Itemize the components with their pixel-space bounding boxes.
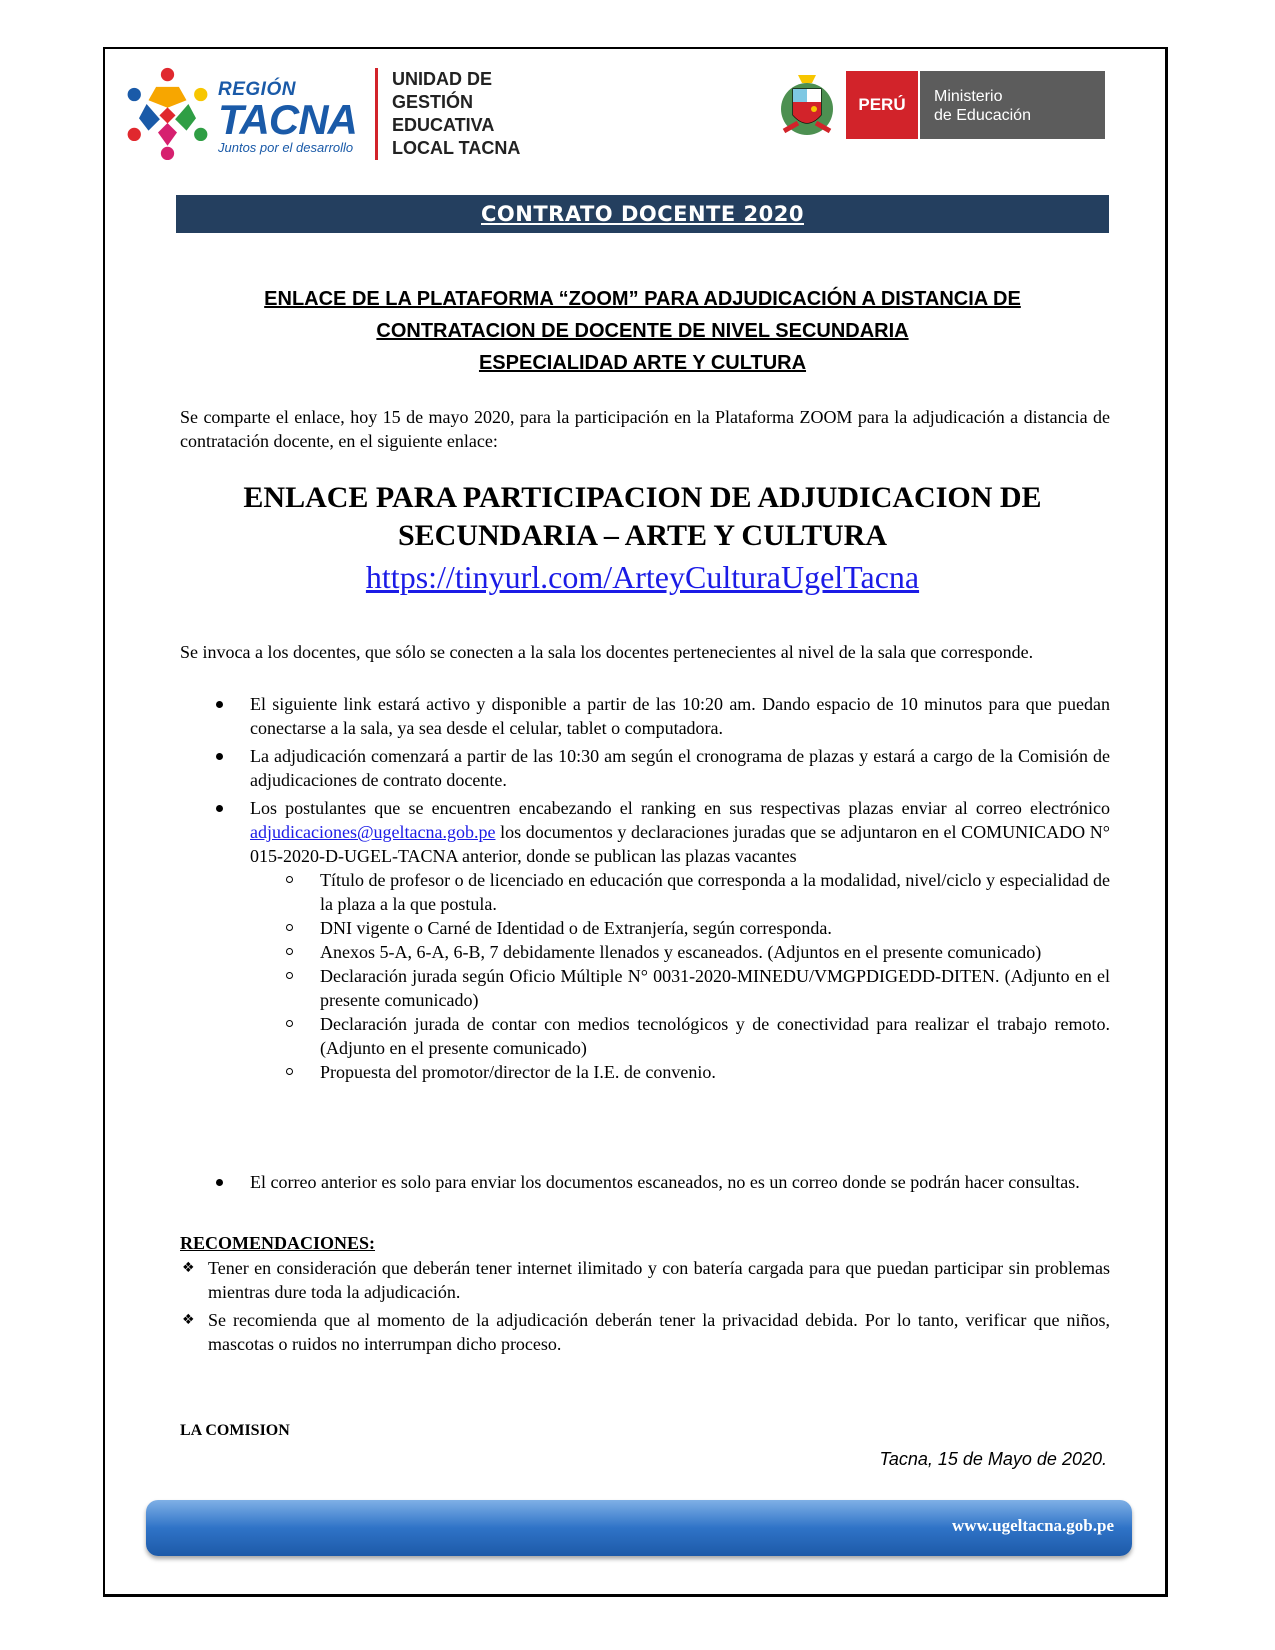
bullet-text: Los postulantes que se encuentren encabezando el ranking en sus respectivas plazas enviar al correo electrónico <box>250 798 1110 818</box>
zoom-link[interactable]: https://tinyurl.com/ArteyCulturaUgelTacna <box>365 559 920 595</box>
logo-divider <box>375 68 378 160</box>
list-item <box>180 744 1110 792</box>
ministerio-line: Ministerio <box>934 88 1003 105</box>
list-item <box>180 796 1110 1084</box>
sublist-text: Anexos 5-A, 6-A, 6-B, 7 debidamente llenados y escaneados. (Adjuntos en el presente comunicado) <box>320 942 1042 962</box>
headline-line: CONTRATACION DE DOCENTE DE NIVEL SECUNDARIA <box>376 320 909 342</box>
sublist-text: Título de profesor o de licenciado en educación que corresponda a la modalidad, nivel/ciclo y especialidad de la plaza a la que postula. <box>320 870 1110 914</box>
document-title-bar <box>176 195 1109 233</box>
bullet-text: La adjudicación comenzará a partir de las 10:30 am según el cronograma de plazas y estará a cargo de la Comisión de adjudicaciones de contrato docente. <box>250 746 1110 790</box>
bullet-icon <box>216 753 223 760</box>
email-link[interactable]: adjudicaciones@ugeltacna.gob.pe <box>250 822 496 842</box>
ugel-line: EDUCATIVA <box>392 115 495 135</box>
tacna-name-label: TACNA <box>218 96 357 143</box>
headline-line: ENLACE DE LA PLATAFORMA “ZOOM” PARA ADJUDICACIÓN A DISTANCIA DE <box>264 288 1021 310</box>
bullet-icon <box>216 701 223 708</box>
invoke-paragraph: Se invoca a los docentes, que sólo se conecten a la sala los docentes pertenecientes al nivel de la sala que corresponde. <box>180 642 1034 662</box>
sublist-text: Propuesta del promotor/director de la I.E. de convenio. <box>320 1062 716 1082</box>
list-item <box>180 1170 1110 1194</box>
headline <box>176 283 1109 379</box>
instructions-list <box>180 692 1110 1088</box>
circle-bullet-icon <box>286 1020 293 1027</box>
sublist-text: Declaración jurada de contar con medios tecnológicos y de conectividad para realizar el trabajo remoto. (Adjunto en el presente comunicado) <box>320 1014 1110 1058</box>
peru-label: PERÚ <box>846 71 920 139</box>
ugel-line: GESTIÓN <box>392 92 474 112</box>
sublist-item <box>250 940 1110 964</box>
ministerio-label <box>920 71 1105 139</box>
recommendation-item <box>180 1308 1110 1356</box>
bullet-text: los documentos y declaraciones juradas que se adjuntaron en el COMUNICADO N° 015-2020-D-UGEL-TACNA anterior, donde se publican las plazas vacantes <box>250 822 1110 866</box>
link-heading-line: ENLACE PARA PARTICIPACION DE ADJUDICACION DE <box>243 481 1042 514</box>
diamond-bullet-icon: ❖ <box>182 1312 195 1328</box>
ministerio-line: de Educación <box>934 107 1031 124</box>
ugel-line: LOCAL TACNA <box>392 138 521 158</box>
recommendation-text: Tener en consideración que deberán tener internet ilimitado y con batería cargada para que puedan participar sin problemas mientras dure toda la adjudicación. <box>208 1258 1110 1302</box>
sublist-item <box>250 964 1110 1012</box>
footer-website-link[interactable]: www.ugeltacna.gob.pe <box>952 1516 1114 1535</box>
place-date: Tacna, 15 de Mayo de 2020. <box>879 1449 1107 1469</box>
sublist-text: Declaración jurada según Oficio Múltiple N° 0031-2020-MINEDU/VMGPDIGEDD-DITEN. (Adjunto en el presente comunicado) <box>320 966 1110 1010</box>
circle-bullet-icon <box>286 972 293 979</box>
intro-paragraph: Se comparte el enlace, hoy 15 de mayo 2020, para la participación en la Plataforma ZOOM para la adjudicación a distancia de contratación docente, en el siguiente enlace: <box>180 407 1110 451</box>
sublist-item <box>250 916 1110 940</box>
sublist-item <box>250 1060 1110 1084</box>
tacna-region-label: REGIÓN <box>218 79 296 100</box>
bullet-icon <box>216 805 223 812</box>
sublist-text: DNI vigente o Carné de Identidad o de Extranjería, según corresponda. <box>320 918 832 938</box>
circle-bullet-icon <box>286 876 293 883</box>
recommendation-item <box>180 1256 1110 1304</box>
link-heading-line: SECUNDARIA – ARTE Y CULTURA <box>397 519 888 552</box>
tacna-slogan: Juntos por el desarrollo <box>218 140 354 155</box>
recommendations-title: RECOMENDACIONES: <box>180 1233 376 1253</box>
list-item <box>180 692 1110 740</box>
documents-sublist <box>250 868 1110 1084</box>
recommendations-list <box>180 1256 1110 1360</box>
bullet-icon <box>216 1179 223 1186</box>
sublist-item <box>250 1012 1110 1060</box>
bullet-text: El correo anterior es solo para enviar los documentos escaneados, no es un correo donde se podrán hacer consultas. <box>250 1172 1080 1192</box>
document-title: CONTRATO DOCENTE 2020 <box>481 202 804 226</box>
ugel-line: UNIDAD DE <box>392 69 493 89</box>
link-section <box>176 479 1109 599</box>
ugel-name <box>392 68 520 160</box>
bullet-text: El siguiente link estará activo y disponible a partir de las 10:20 am. Dando espacio de 10 minutos para que puedan conectarse a la sala, ya sea desde el celular, tablet o computadora. <box>250 694 1110 738</box>
circle-bullet-icon <box>286 948 293 955</box>
headline-line: ESPECIALIDAD ARTE Y CULTURA <box>478 352 807 374</box>
footer-bar <box>146 1500 1132 1556</box>
minedu-logo <box>778 71 1105 139</box>
ugel-tacna-logo <box>120 66 540 166</box>
sublist-item <box>250 868 1110 916</box>
peru-coat-of-arms-icon <box>778 71 836 139</box>
recommendation-text: Se recomienda que al momento de la adjudicación deberán tener la privacidad debida. Por lo tanto, verificar que niños, mascotas o ruidos no interrumpan dicho proceso. <box>208 1310 1110 1354</box>
diamond-bullet-icon: ❖ <box>182 1260 195 1276</box>
circle-bullet-icon <box>286 1068 293 1075</box>
signer: LA COMISION <box>180 1422 290 1439</box>
circle-bullet-icon <box>286 924 293 931</box>
tacna-emblem-icon <box>120 66 215 161</box>
